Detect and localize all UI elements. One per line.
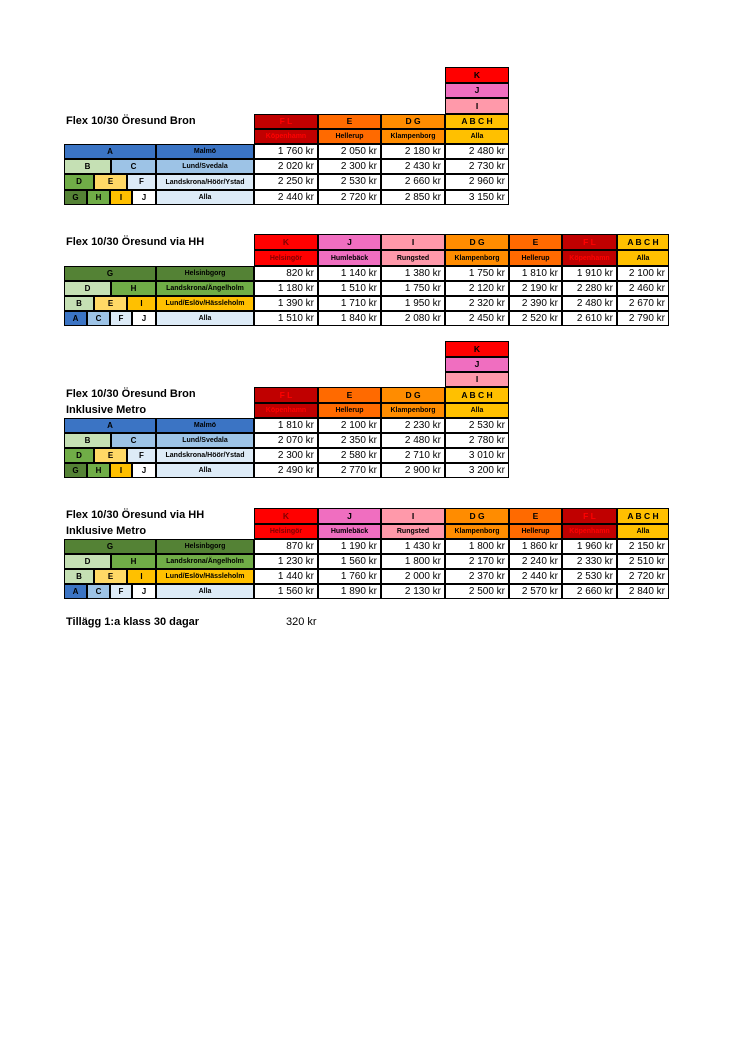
price-cell: 2 580 kr (318, 448, 381, 463)
price-cell: 2 960 kr (445, 174, 509, 190)
row-place: Alla (156, 584, 254, 599)
col-zone: I (381, 508, 445, 524)
price-cell: 2 120 kr (445, 281, 509, 296)
row-zone: J (132, 311, 156, 326)
col-station: Klampenborg (381, 403, 445, 418)
price-cell: 2 570 kr (509, 584, 562, 599)
price-cell: 1 510 kr (318, 281, 381, 296)
price-cell: 2 320 kr (445, 296, 509, 311)
price-cell: 2 490 kr (254, 463, 318, 478)
row-zone: F (110, 584, 132, 599)
col-zone: D G (445, 234, 509, 250)
col-zone: K (254, 508, 318, 524)
price-cell: 1 190 kr (318, 539, 381, 554)
col-zone: J (318, 234, 381, 250)
price-cell: 2 710 kr (381, 448, 445, 463)
price-cell: 1 950 kr (381, 296, 445, 311)
col-station: Rungsted (381, 250, 445, 266)
col-station: Hellerup (318, 403, 381, 418)
row-zone: D (64, 174, 94, 190)
price-cell: 2 720 kr (617, 569, 669, 584)
price-cell: 1 810 kr (254, 418, 318, 433)
col-zone: D G (445, 508, 509, 524)
price-cell: 2 100 kr (617, 266, 669, 281)
price-cell: 820 kr (254, 266, 318, 281)
price-cell: 2 070 kr (254, 433, 318, 448)
price-cell: 1 760 kr (318, 569, 381, 584)
row-place: Landskrona/Ängelholm (156, 554, 254, 569)
price-cell: 1 910 kr (562, 266, 617, 281)
row-zone: A (64, 584, 87, 599)
zone-header-k: K (445, 341, 509, 357)
price-cell: 1 440 kr (254, 569, 318, 584)
price-cell: 1 710 kr (318, 296, 381, 311)
col-station: Humlebäck (318, 524, 381, 539)
price-cell: 2 180 kr (381, 144, 445, 159)
col-station: Rungsted (381, 524, 445, 539)
col-zone: F L (562, 234, 617, 250)
price-cell: 1 180 kr (254, 281, 318, 296)
price-cell: 870 kr (254, 539, 318, 554)
price-cell: 2 330 kr (562, 554, 617, 569)
col-zone: E (509, 508, 562, 524)
row-zone: E (94, 569, 127, 584)
row-place: Lund/Svedala (156, 159, 254, 174)
price-cell: 2 020 kr (254, 159, 318, 174)
row-zone: I (127, 296, 156, 311)
price-cell: 2 300 kr (254, 448, 318, 463)
row-zone: I (110, 463, 132, 478)
price-cell: 2 530 kr (318, 174, 381, 190)
price-cell: 1 430 kr (381, 539, 445, 554)
row-zone: B (64, 159, 111, 174)
price-cell: 2 900 kr (381, 463, 445, 478)
price-cell: 1 840 kr (318, 311, 381, 326)
price-cell: 1 230 kr (254, 554, 318, 569)
table-title: Flex 10/30 Öresund via HH (66, 236, 205, 248)
col-station: Helsingör (254, 250, 318, 266)
zone-header-k: K (445, 67, 509, 83)
col-zone: A B C H (617, 234, 669, 250)
col-station: Köpenhamn (254, 129, 318, 144)
row-zone: H (87, 190, 110, 205)
row-zone: C (111, 159, 156, 174)
col-station: Hellerup (318, 129, 381, 144)
price-cell: 2 660 kr (562, 584, 617, 599)
row-zone: B (64, 433, 111, 448)
price-cell: 3 150 kr (445, 190, 509, 205)
price-cell: 2 850 kr (381, 190, 445, 205)
price-cell: 2 530 kr (562, 569, 617, 584)
price-cell: 2 450 kr (445, 311, 509, 326)
price-cell: 1 890 kr (318, 584, 381, 599)
zone-header-i: I (445, 98, 509, 114)
price-cell: 2 720 kr (318, 190, 381, 205)
row-zone: E (94, 448, 127, 463)
price-cell: 2 460 kr (617, 281, 669, 296)
price-cell: 2 370 kr (445, 569, 509, 584)
col-zone: E (318, 114, 381, 129)
row-zone: A (64, 418, 156, 433)
col-station: Klampenborg (445, 524, 509, 539)
price-cell: 2 500 kr (445, 584, 509, 599)
price-cell: 1 800 kr (381, 554, 445, 569)
row-zone: J (132, 190, 156, 205)
price-cell: 1 380 kr (381, 266, 445, 281)
col-zone: D G (381, 114, 445, 129)
price-cell: 1 760 kr (254, 144, 318, 159)
row-place: Malmö (156, 144, 254, 159)
col-station: Klampenborg (445, 250, 509, 266)
price-cell: 1 750 kr (381, 281, 445, 296)
col-station: Alla (445, 129, 509, 144)
price-cell: 2 230 kr (381, 418, 445, 433)
row-zone: G (64, 190, 87, 205)
price-cell: 2 730 kr (445, 159, 509, 174)
price-cell: 2 790 kr (617, 311, 669, 326)
price-cell: 1 800 kr (445, 539, 509, 554)
row-zone: J (132, 463, 156, 478)
price-cell: 2 660 kr (381, 174, 445, 190)
col-zone: E (318, 387, 381, 403)
col-zone: F L (254, 387, 318, 403)
col-station: Klampenborg (381, 129, 445, 144)
row-zone: B (64, 296, 94, 311)
price-cell: 1 390 kr (254, 296, 318, 311)
row-place: Landskrona/Höör/Ystad (156, 448, 254, 463)
col-station: Köpenhamn (254, 403, 318, 418)
price-cell: 2 280 kr (562, 281, 617, 296)
price-cell: 2 670 kr (617, 296, 669, 311)
col-station: Köpenhamn (562, 250, 617, 266)
col-station: Alla (617, 524, 669, 539)
price-cell: 2 510 kr (617, 554, 669, 569)
price-cell: 2 780 kr (445, 433, 509, 448)
price-cell: 2 170 kr (445, 554, 509, 569)
row-zone: I (110, 190, 132, 205)
col-zone: A B C H (445, 387, 509, 403)
table-title: Flex 10/30 Öresund Bron (66, 115, 196, 127)
row-place: Landskrona/Höör/Ystad (156, 174, 254, 190)
row-place: Lund/Eslöv/Hässleholm (156, 569, 254, 584)
col-zone: F L (562, 508, 617, 524)
zone-header-j: J (445, 83, 509, 98)
row-zone: A (64, 144, 156, 159)
first-class-surcharge-value: 320 kr (286, 616, 317, 628)
price-cell: 2 250 kr (254, 174, 318, 190)
col-station: Helsingör (254, 524, 318, 539)
row-zone: D (64, 554, 111, 569)
price-cell: 2 530 kr (445, 418, 509, 433)
row-zone: G (64, 463, 87, 478)
col-zone: I (381, 234, 445, 250)
price-cell: 1 750 kr (445, 266, 509, 281)
price-cell: 2 000 kr (381, 569, 445, 584)
row-zone: G (64, 266, 156, 281)
first-class-surcharge-label: Tillägg 1:a klass 30 dagar (66, 616, 200, 628)
price-cell: 1 140 kr (318, 266, 381, 281)
price-cell: 2 840 kr (617, 584, 669, 599)
col-station: Hellerup (509, 524, 562, 539)
price-cell: 2 480 kr (381, 433, 445, 448)
price-cell: 1 560 kr (254, 584, 318, 599)
row-zone: A (64, 311, 87, 326)
col-station: Alla (617, 250, 669, 266)
table-subtitle: Inklusive Metro (66, 525, 147, 537)
price-cell: 1 510 kr (254, 311, 318, 326)
col-zone: E (509, 234, 562, 250)
col-zone: K (254, 234, 318, 250)
price-cell: 2 440 kr (254, 190, 318, 205)
price-cell: 2 150 kr (617, 539, 669, 554)
row-zone: B (64, 569, 94, 584)
row-place: Lund/Eslöv/Hässleholm (156, 296, 254, 311)
row-zone: D (64, 281, 111, 296)
col-zone: D G (381, 387, 445, 403)
row-zone: J (132, 584, 156, 599)
col-zone: A B C H (445, 114, 509, 129)
row-zone: D (64, 448, 94, 463)
col-zone: J (318, 508, 381, 524)
col-station: Hellerup (509, 250, 562, 266)
price-cell: 1 810 kr (509, 266, 562, 281)
price-cell: 1 960 kr (562, 539, 617, 554)
row-zone: H (111, 554, 156, 569)
row-place: Landskrona/Ängelholm (156, 281, 254, 296)
price-cell: 2 440 kr (509, 569, 562, 584)
zone-header-j: J (445, 357, 509, 372)
price-cell: 1 560 kr (318, 554, 381, 569)
table-subtitle: Inklusive Metro (66, 404, 147, 416)
price-cell: 2 300 kr (318, 159, 381, 174)
col-zone: A B C H (617, 508, 669, 524)
row-zone: E (94, 174, 127, 190)
col-station: Humlebäck (318, 250, 381, 266)
col-zone: F L (254, 114, 318, 129)
price-cell: 2 520 kr (509, 311, 562, 326)
row-place: Helsinbgorg (156, 266, 254, 281)
price-cell: 2 610 kr (562, 311, 617, 326)
row-zone: F (127, 174, 156, 190)
row-zone: C (87, 584, 110, 599)
price-cell: 2 130 kr (381, 584, 445, 599)
table-title: Flex 10/30 Öresund via HH (66, 509, 205, 521)
price-cell: 2 240 kr (509, 554, 562, 569)
row-zone: F (110, 311, 132, 326)
row-place: Malmö (156, 418, 254, 433)
row-place: Helsinbgorg (156, 539, 254, 554)
row-place: Alla (156, 311, 254, 326)
row-zone: E (94, 296, 127, 311)
price-cell: 2 050 kr (318, 144, 381, 159)
price-cell: 2 770 kr (318, 463, 381, 478)
price-cell: 3 010 kr (445, 448, 509, 463)
price-cell: 2 390 kr (509, 296, 562, 311)
price-cell: 2 190 kr (509, 281, 562, 296)
row-zone: C (111, 433, 156, 448)
price-cell: 2 480 kr (445, 144, 509, 159)
col-station: Köpenhamn (562, 524, 617, 539)
price-cell: 1 860 kr (509, 539, 562, 554)
price-cell: 2 350 kr (318, 433, 381, 448)
row-place: Lund/Svedala (156, 433, 254, 448)
row-zone: C (87, 311, 110, 326)
row-zone: G (64, 539, 156, 554)
col-station: Alla (445, 403, 509, 418)
row-place: Alla (156, 463, 254, 478)
price-cell: 2 080 kr (381, 311, 445, 326)
price-cell: 2 430 kr (381, 159, 445, 174)
row-zone: F (127, 448, 156, 463)
row-zone: I (127, 569, 156, 584)
price-cell: 3 200 kr (445, 463, 509, 478)
row-zone: H (111, 281, 156, 296)
price-cell: 2 100 kr (318, 418, 381, 433)
row-zone: H (87, 463, 110, 478)
table-title: Flex 10/30 Öresund Bron (66, 388, 196, 400)
row-place: Alla (156, 190, 254, 205)
zone-header-i: I (445, 372, 509, 387)
price-cell: 2 480 kr (562, 296, 617, 311)
